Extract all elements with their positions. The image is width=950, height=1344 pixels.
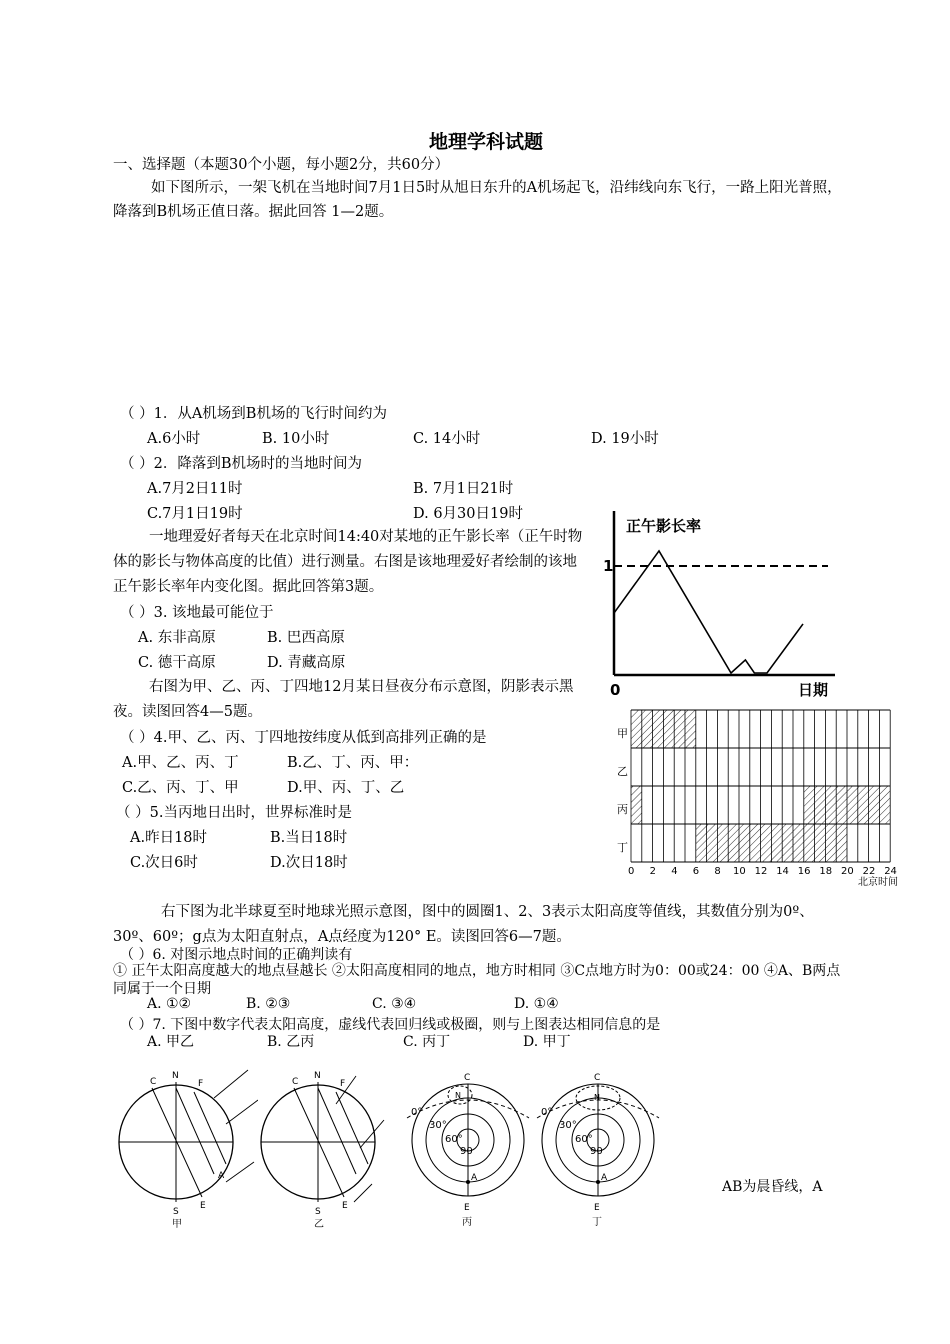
question-6-statements: ① 正午太阳高度越大的地点昼越长 ②太阳高度相同的地点，地方时相同 ③C点地方时为0：00或24：00 ④A、B两点同属于一个日期 (113, 963, 841, 997)
label-f: F (340, 1079, 346, 1089)
figure-label-jia: 甲 (172, 1219, 182, 1230)
day-night-chart (613, 707, 903, 892)
figure-label-bing: 丙 (462, 1217, 472, 1228)
altitude-line-30 (318, 1088, 356, 1174)
chart-origin: 0 (610, 681, 621, 699)
label-n: N (455, 1091, 461, 1100)
question-7-stem: （ ）7. 下图中数字代表太阳高度，虚线代表回归线或极圈，则与上图表达相同信息的是 (120, 1017, 661, 1033)
label-c: C (292, 1077, 299, 1087)
question-2-stem: （ ）2．降落到B机场时的当地时间为 (120, 456, 362, 472)
question-7-option-d: D. 甲丁 (523, 1034, 571, 1050)
label-e: E (594, 1203, 600, 1213)
point-a (466, 1180, 470, 1184)
question-4-option-c: C.乙、丙、丁、甲 (122, 780, 239, 796)
polar-figure-bing (405, 1070, 535, 1230)
time-tick-label: 8 (714, 866, 721, 877)
label-a: A (471, 1173, 478, 1183)
label-c: C (594, 1073, 601, 1083)
question-5-stem: （ ）5.当丙地日出时，世界标准时是 (116, 805, 352, 821)
label-c: C (464, 1073, 471, 1083)
label-n: N (172, 1071, 179, 1081)
label-s: S (173, 1207, 179, 1217)
time-tick-label: 2 (649, 866, 656, 877)
altitude-line-30 (176, 1088, 214, 1174)
question-1-option-a: A.6小时 (147, 431, 201, 447)
time-tick-label: 16 (797, 866, 811, 877)
label-n: N (314, 1071, 321, 1081)
intro-6-7: 右下图为北半球夏至时地球光照示意图，图中的圆圈1、2、3表示太阳高度等值线，其数值分别为0º、30º、60º；g点为太阳直射点，A点经度为120° E。读图回答6—7题。 (113, 904, 814, 945)
page-title: 地理学科试题 (429, 131, 544, 153)
question-2-option-b: B. 7月1日21时 (413, 481, 514, 497)
question-3-option-d: D. 青藏高原 (267, 655, 346, 671)
label-a: A (218, 1171, 225, 1181)
question-4-option-a: A.甲、乙、丙、丁 (122, 755, 239, 771)
label-c: C (150, 1077, 157, 1087)
time-tick-label: 22 (862, 866, 876, 877)
trailing-note: AB为晨昏线，A (722, 1179, 823, 1195)
figure-label-ding: 丁 (592, 1217, 602, 1228)
time-tick-label: 14 (776, 866, 789, 877)
question-4-option-d: D.甲、丙、丁、乙 (287, 780, 405, 796)
label-90: 90 (460, 1146, 473, 1157)
time-tick-label: 4 (671, 866, 678, 877)
time-tick-label: 18 (819, 866, 833, 877)
label-60: 60° (445, 1134, 463, 1145)
question-6-option-d: D. ①④ (514, 996, 559, 1012)
label-30: 30° (559, 1120, 577, 1131)
question-6-option-b: B. ②③ (246, 996, 291, 1012)
question-1-stem: （ ）1．从A机场到B机场的飞行时间约为 (120, 406, 387, 422)
question-6-option-a: A. ①② (147, 996, 192, 1012)
question-7-option-b: B. 乙丙 (267, 1034, 315, 1050)
question-1-option-c: C. 14小时 (413, 431, 481, 447)
question-5-option-a: A.昨日18时 (130, 830, 208, 846)
day-night-grid (631, 710, 890, 862)
time-tick-label: 12 (754, 866, 768, 877)
time-tick-label: 10 (733, 866, 746, 877)
label-30: 30° (429, 1120, 447, 1131)
label-0: 0° (541, 1107, 553, 1118)
section-heading: 一、选择题（本题30个小题，每小题2分，共60分） (113, 157, 450, 173)
intro-4-5: 右图为甲、乙、丙、丁四地12月某日昼夜分布示意图，阴影表示黑夜。读图回答4—5题。 (113, 679, 574, 720)
question-2-option-d: D. 6月30日19时 (413, 506, 523, 522)
label-s: S (315, 1207, 321, 1217)
question-3-option-b: B. 巴西高原 (267, 630, 345, 646)
shadow-ratio-line (614, 551, 803, 673)
sun-ray-arrow (226, 1100, 258, 1124)
question-7-option-c: C. 丙丁 (403, 1034, 451, 1050)
time-ticks (628, 866, 897, 877)
question-6-stem: （ ）6. 对图示地点时间的正确判读有 (120, 947, 353, 963)
intro-3: 一地理爱好者每天在北京时间14:40对某地的正午影长率（正午时物体的影长与物体高度的比值）进行测量。右图是该地理爱好者绘制的该地正午影长率年内变化图。据此回答第3题。 (113, 529, 583, 595)
night-band (631, 786, 642, 824)
time-tick-label: 24 (884, 866, 897, 877)
label-n: N (594, 1093, 600, 1102)
chart-xlabel: 日期 (798, 681, 829, 699)
globe-figure-jia (118, 1062, 258, 1232)
question-6-option-c: C. ③④ (372, 996, 417, 1012)
question-5-option-c: C.次日6时 (130, 855, 198, 871)
label-e: E (200, 1201, 206, 1211)
question-3-option-a: A. 东非高原 (138, 630, 216, 646)
altitude-line-60 (336, 1092, 368, 1164)
chart-ylabel: 正午影长率 (626, 517, 702, 535)
row-label-bing: 丙 (617, 803, 628, 816)
sun-ray-arrow (226, 1162, 254, 1182)
shadow-ratio-chart (600, 505, 840, 705)
row-label-yi: 乙 (617, 765, 628, 778)
time-tick-label: 0 (628, 866, 635, 877)
chart-ref-label: 1 (603, 557, 614, 575)
label-e: E (342, 1201, 348, 1211)
time-tick-label: 6 (692, 866, 700, 877)
time-tick-label: 20 (841, 866, 854, 877)
row-label-ding: 丁 (617, 841, 628, 854)
altitude-line-60 (194, 1092, 226, 1164)
question-5-option-b: B.当日18时 (270, 830, 348, 846)
question-5-option-d: D.次日18时 (270, 855, 348, 871)
label-a: A (601, 1173, 608, 1183)
polar-figure-ding (535, 1070, 665, 1230)
sun-ray-arrow (336, 1076, 356, 1104)
label-f: F (198, 1079, 204, 1089)
question-4-option-b: B.乙、丁、丙、甲： (287, 755, 419, 771)
row-label-jia: 甲 (617, 727, 628, 740)
question-2-option-c: C.7月1日19时 (147, 506, 243, 522)
sun-ray-arrow (214, 1070, 248, 1098)
question-2-option-a: A.7月2日11时 (147, 481, 243, 497)
question-4-stem: （ ）4.甲、乙、丙、丁四地按纬度从低到高排列正确的是 (120, 730, 487, 746)
question-7-option-a: A. 甲乙 (147, 1034, 195, 1050)
label-60: 60° (575, 1134, 593, 1145)
question-1-option-b: B. 10小时 (262, 431, 330, 447)
time-axis-label: 北京时间 (858, 877, 898, 888)
label-90: 90 (590, 1146, 603, 1157)
globe-figure-yi (260, 1062, 400, 1232)
label-0: 0° (411, 1107, 423, 1118)
sun-ray-arrow (354, 1184, 372, 1202)
label-e: E (464, 1203, 470, 1213)
question-3-option-c: C. 德干高原 (138, 655, 216, 671)
intro-1-2: 如下图所示，一架飞机在当地时间7月1日5时从旭日东升的A机场起飞，沿纬线向东飞行，一路上阳光普照，降落到B机场正值日落。据此回答 1—2题。 (113, 180, 842, 220)
question-1-option-d: D. 19小时 (591, 431, 659, 447)
figure-label-yi: 乙 (314, 1219, 324, 1230)
point-a (596, 1180, 600, 1184)
question-3-stem: （ ）3. 该地最可能位于 (120, 605, 274, 621)
